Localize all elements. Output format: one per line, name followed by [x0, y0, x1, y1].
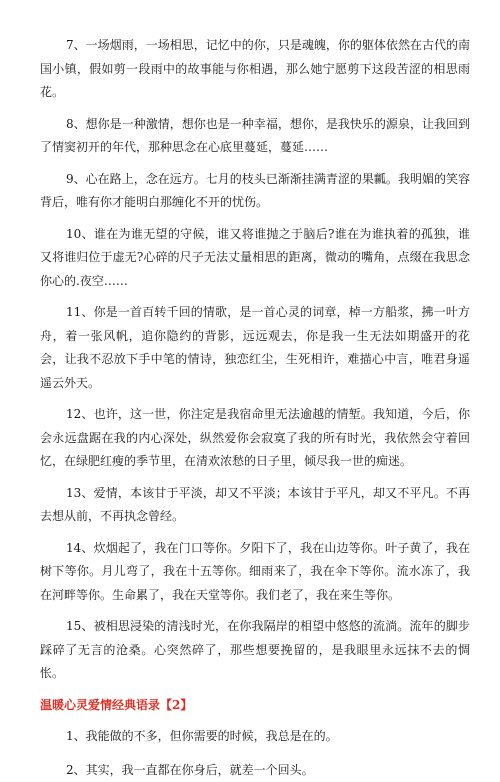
quote-paragraph-7: 7、一场烟雨，一场相思，记忆中的你，只是魂魄，你的躯体依然在古代的南国小镇，假如剪一段雨中的故事能与你相遇，那么她宁愿剪下这段苦涩的相思雨花。 [40, 34, 470, 105]
quote-paragraph-11: 11、你是一首百转千回的情歌，是一首心灵的词章，棹一方船浆，拂一叶方舟，着一张风帆，追你隐约的背影，远远观去，你是我一生无法如期盛开的花会，让我不忍放下手中笔的情诗，独恋红尘，生死相许，难描心中言，唯君身遥遥云外天。 [40, 301, 470, 395]
quote-paragraph-15: 15、被相思浸染的清浅时光，在你我隔岸的相望中悠悠的流淌。流年的脚步踩碎了无言的沧桑。心突然碎了，那些想要挽留的，是我眼里永远抹不去的惆怅。 [40, 615, 470, 686]
quote-paragraph-9: 9、心在路上，念在远方。七月的枝头已渐渐挂满青涩的果瓤。我明媚的笑容背后，唯有你才能明白那缠化不开的忧伤。 [40, 168, 470, 215]
quote-paragraph-14: 14、炊烟起了，我在门口等你。夕阳下了，我在山边等你。叶子黄了，我在树下等你。月儿弯了，我在十五等你。细雨来了，我在伞下等你。流水冻了，我在河畔等你。生命累了，我在天堂等你。我们老了，我在来生等你。 [40, 537, 470, 608]
list-item-2: 2、其实，我一直都在你身后，就差一个回头。 [40, 759, 470, 782]
list-item-1: 1、我能做的不多，但你需要的时候，我总是在的。 [40, 725, 470, 749]
quote-paragraph-13: 13、爱情，本该甘于平淡，却又不平淡；本该甘于平凡，却又不平凡。不再去想从前，不再执念曾经。 [40, 482, 470, 529]
quote-paragraph-12: 12、也许，这一世，你注定是我宿命里无法逾越的情堑。我知道，今后，你会永远盘踞在我的内心深处，纵然爱你会寂寞了我的所有时光，我依然会守着回忆，在绿肥红瘦的季节里，在清欢浓愁的日子里，倾尽我一世的痴迷。 [40, 403, 470, 474]
section-heading: 温暖心灵爱情经典语录【2】 [40, 694, 470, 718]
quote-paragraph-8: 8、想你是一种激情，想你也是一种幸福，想你，是我快乐的源泉，让我回到了情窦初开的年代，那种思念在心底里蔓延，蔓延…… [40, 113, 470, 160]
quote-paragraph-10: 10、谁在为谁无望的守候，谁又将谁抛之于脑后?谁在为谁执着的孤独，谁又将谁归位于虚无?心碎的尺子无法丈量相思的距离，微动的嘴角，点缀在我思念你心的.夜空…… [40, 223, 470, 294]
